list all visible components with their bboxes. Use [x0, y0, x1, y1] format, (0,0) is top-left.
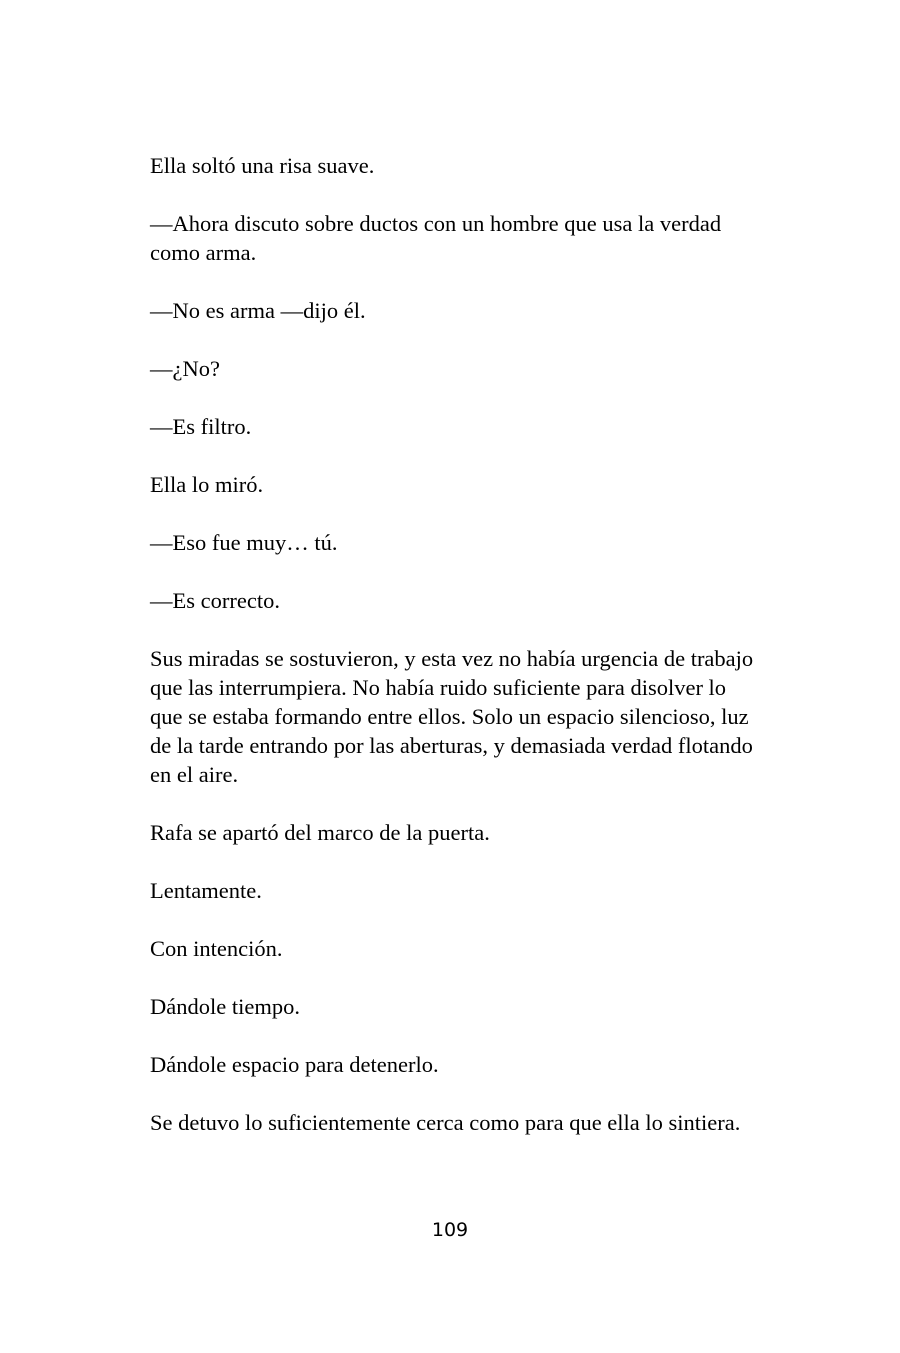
body-text — [150, 151, 755, 1166]
paragraph: Lentamente. — [150, 878, 262, 903]
page-number: 109 — [431, 1219, 469, 1241]
paragraph: Ella soltó una risa suave. — [150, 153, 375, 178]
paragraph: Rafa se apartó del marco de la puerta. — [150, 820, 490, 845]
paragraph: Con intención. — [150, 936, 283, 961]
paragraph: Dándole tiempo. — [150, 994, 300, 1019]
paragraph: —Es correcto. — [150, 588, 280, 613]
paragraph: Sus miradas se sostuvieron, y esta vez no había urgencia de trabajo que las interrumpiera. No había ruido suficiente para disolver lo que se estaba formando entre ellos. Solo un espacio silencioso, luz de la tarde entrando por las aberturas, y demasiada verdad flotando en el aire. — [150, 646, 754, 787]
paragraph: —¿No? — [150, 356, 220, 381]
paragraph: Ella lo miró. — [150, 472, 264, 497]
paragraph: Dándole espacio para detenerlo. — [150, 1052, 439, 1077]
paragraph: —Eso fue muy… tú. — [150, 530, 338, 555]
paragraph: —Es filtro. — [150, 414, 252, 439]
paragraph: —No es arma —dijo él. — [150, 298, 366, 323]
paragraph: Se detuvo lo suficientemente cerca como para que ella lo sintiera. — [150, 1110, 741, 1135]
paragraph: —Ahora discuto sobre ductos con un hombre que usa la verdad como arma. — [150, 211, 722, 265]
